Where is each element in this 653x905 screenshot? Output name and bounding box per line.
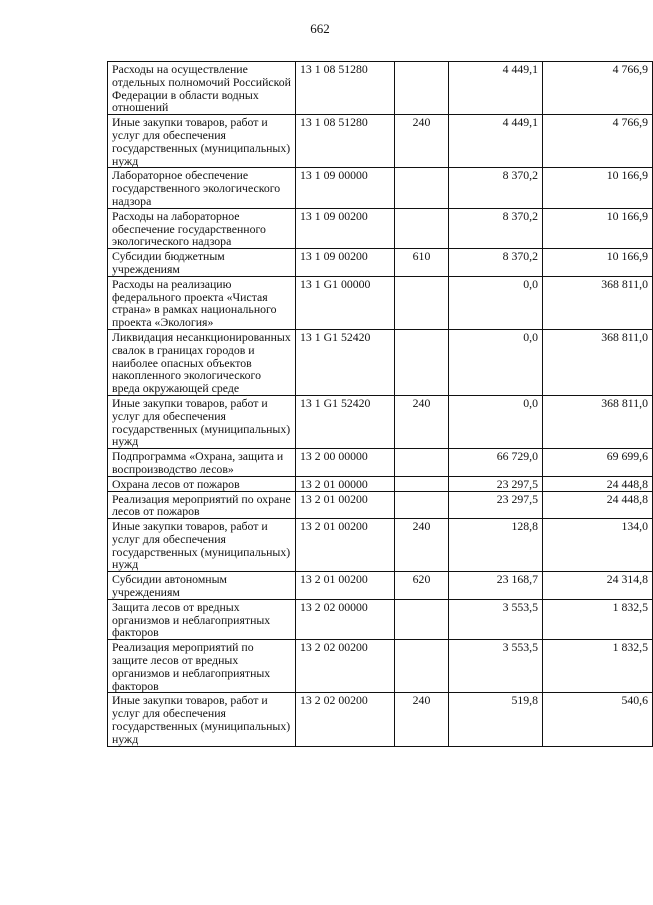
table-row — [108, 115, 653, 168]
row-expense-type-cell — [395, 62, 449, 115]
table-row — [108, 168, 653, 208]
row-amount-year1-cell: 23 297,5 — [449, 476, 543, 491]
row-name-cell: Иные закупки товаров, работ и услуг для обеспечения государственных (муниципальных) нужд — [108, 519, 296, 572]
row-code-cell: 13 2 01 00200 — [296, 491, 395, 519]
row-name-cell: Иные закупки товаров, работ и услуг для обеспечения государственных (муниципальных) нужд — [108, 115, 296, 168]
row-code-cell: 13 2 02 00000 — [296, 599, 395, 639]
page-number: 662 — [310, 21, 330, 36]
row-expense-type-cell: 610 — [395, 249, 449, 277]
row-code-cell: 13 1 08 51280 — [296, 62, 395, 115]
row-expense-type-cell — [395, 640, 449, 693]
row-expense-type-cell — [395, 329, 449, 395]
row-amount-year2-cell: 368 811,0 — [543, 395, 653, 448]
table-row — [108, 599, 653, 639]
row-amount-year2-cell: 10 166,9 — [543, 249, 653, 277]
row-amount-year2-cell: 10 166,9 — [543, 168, 653, 208]
row-name-cell: Защита лесов от вредных организмов и неблагоприятных факторов — [108, 599, 296, 639]
row-expense-type-cell — [395, 491, 449, 519]
row-amount-year2-cell: 4 766,9 — [543, 62, 653, 115]
row-code-cell: 13 1 G1 52420 — [296, 329, 395, 395]
table-row — [108, 640, 653, 693]
row-amount-year1-cell: 0,0 — [449, 276, 543, 329]
table-row — [108, 329, 653, 395]
row-amount-year2-cell: 134,0 — [543, 519, 653, 572]
row-name-cell: Лабораторное обеспечение государственного экологического надзора — [108, 168, 296, 208]
row-amount-year1-cell: 8 370,2 — [449, 208, 543, 248]
row-name-cell: Расходы на лабораторное обеспечение государственного экологического надзора — [108, 208, 296, 248]
row-code-cell: 13 1 09 00200 — [296, 249, 395, 277]
row-code-cell: 13 2 01 00000 — [296, 476, 395, 491]
row-name-cell: Субсидии автономным учреждениям — [108, 572, 296, 600]
table-row — [108, 693, 653, 746]
row-amount-year1-cell: 8 370,2 — [449, 249, 543, 277]
row-amount-year1-cell: 4 449,1 — [449, 62, 543, 115]
row-amount-year2-cell: 10 166,9 — [543, 208, 653, 248]
row-name-cell: Расходы на реализацию федерального проекта «Чистая страна» в рамках национального проекта «Экология» — [108, 276, 296, 329]
row-code-cell: 13 1 G1 52420 — [296, 395, 395, 448]
table-row — [108, 276, 653, 329]
table-row — [108, 249, 653, 277]
row-code-cell: 13 1 09 00000 — [296, 168, 395, 208]
row-expense-type-cell: 620 — [395, 572, 449, 600]
row-amount-year2-cell: 368 811,0 — [543, 276, 653, 329]
row-amount-year2-cell: 1 832,5 — [543, 640, 653, 693]
row-expense-type-cell — [395, 208, 449, 248]
row-amount-year2-cell: 4 766,9 — [543, 115, 653, 168]
row-name-cell: Иные закупки товаров, работ и услуг для обеспечения государственных (муниципальных) нужд — [108, 395, 296, 448]
row-amount-year1-cell: 23 168,7 — [449, 572, 543, 600]
row-name-cell: Подпрограмма «Охрана, защита и воспроизводство лесов» — [108, 449, 296, 477]
row-amount-year2-cell: 1 832,5 — [543, 599, 653, 639]
row-expense-type-cell — [395, 599, 449, 639]
row-amount-year1-cell: 128,8 — [449, 519, 543, 572]
row-expense-type-cell — [395, 276, 449, 329]
table-row — [108, 62, 653, 115]
row-expense-type-cell — [395, 449, 449, 477]
row-amount-year2-cell: 69 699,6 — [543, 449, 653, 477]
row-amount-year1-cell: 3 553,5 — [449, 599, 543, 639]
row-code-cell: 13 1 08 51280 — [296, 115, 395, 168]
row-code-cell: 13 1 09 00200 — [296, 208, 395, 248]
row-name-cell: Охрана лесов от пожаров — [108, 476, 296, 491]
row-expense-type-cell: 240 — [395, 395, 449, 448]
row-amount-year1-cell: 8 370,2 — [449, 168, 543, 208]
budget-table-body — [108, 62, 653, 747]
row-code-cell: 13 2 02 00200 — [296, 693, 395, 746]
row-code-cell: 13 2 02 00200 — [296, 640, 395, 693]
row-name-cell: Иные закупки товаров, работ и услуг для обеспечения государственных (муниципальных) нужд — [108, 693, 296, 746]
row-amount-year1-cell: 3 553,5 — [449, 640, 543, 693]
table-row — [108, 395, 653, 448]
row-expense-type-cell — [395, 476, 449, 491]
row-code-cell: 13 2 01 00200 — [296, 519, 395, 572]
row-expense-type-cell: 240 — [395, 519, 449, 572]
row-amount-year1-cell: 23 297,5 — [449, 491, 543, 519]
row-amount-year1-cell: 0,0 — [449, 329, 543, 395]
table-row — [108, 449, 653, 477]
row-amount-year2-cell: 368 811,0 — [543, 329, 653, 395]
row-expense-type-cell: 240 — [395, 693, 449, 746]
table-row — [108, 491, 653, 519]
row-amount-year2-cell: 24 448,8 — [543, 476, 653, 491]
row-amount-year2-cell: 24 314,8 — [543, 572, 653, 600]
table-row — [108, 208, 653, 248]
row-amount-year1-cell: 0,0 — [449, 395, 543, 448]
row-amount-year2-cell: 540,6 — [543, 693, 653, 746]
row-expense-type-cell: 240 — [395, 115, 449, 168]
row-expense-type-cell — [395, 168, 449, 208]
row-name-cell: Реализация мероприятий по защите лесов от вредных организмов и неблагоприятных факторов — [108, 640, 296, 693]
row-amount-year2-cell: 24 448,8 — [543, 491, 653, 519]
row-name-cell: Реализация мероприятий по охране лесов от пожаров — [108, 491, 296, 519]
table-row — [108, 519, 653, 572]
row-name-cell: Субсидии бюджетным учреждениям — [108, 249, 296, 277]
row-amount-year1-cell: 4 449,1 — [449, 115, 543, 168]
row-amount-year1-cell: 66 729,0 — [449, 449, 543, 477]
table-row — [108, 572, 653, 600]
row-name-cell: Расходы на осуществление отдельных полномочий Российской Федерации в области водных отношений — [108, 62, 296, 115]
table-row — [108, 476, 653, 491]
budget-table — [107, 61, 653, 747]
row-amount-year1-cell: 519,8 — [449, 693, 543, 746]
row-code-cell: 13 1 G1 00000 — [296, 276, 395, 329]
row-name-cell: Ликвидация несанкционированных свалок в границах городов и наиболее опасных объектов накопленного экологического вреда окружающей среде — [108, 329, 296, 395]
row-code-cell: 13 2 01 00200 — [296, 572, 395, 600]
row-code-cell: 13 2 00 00000 — [296, 449, 395, 477]
